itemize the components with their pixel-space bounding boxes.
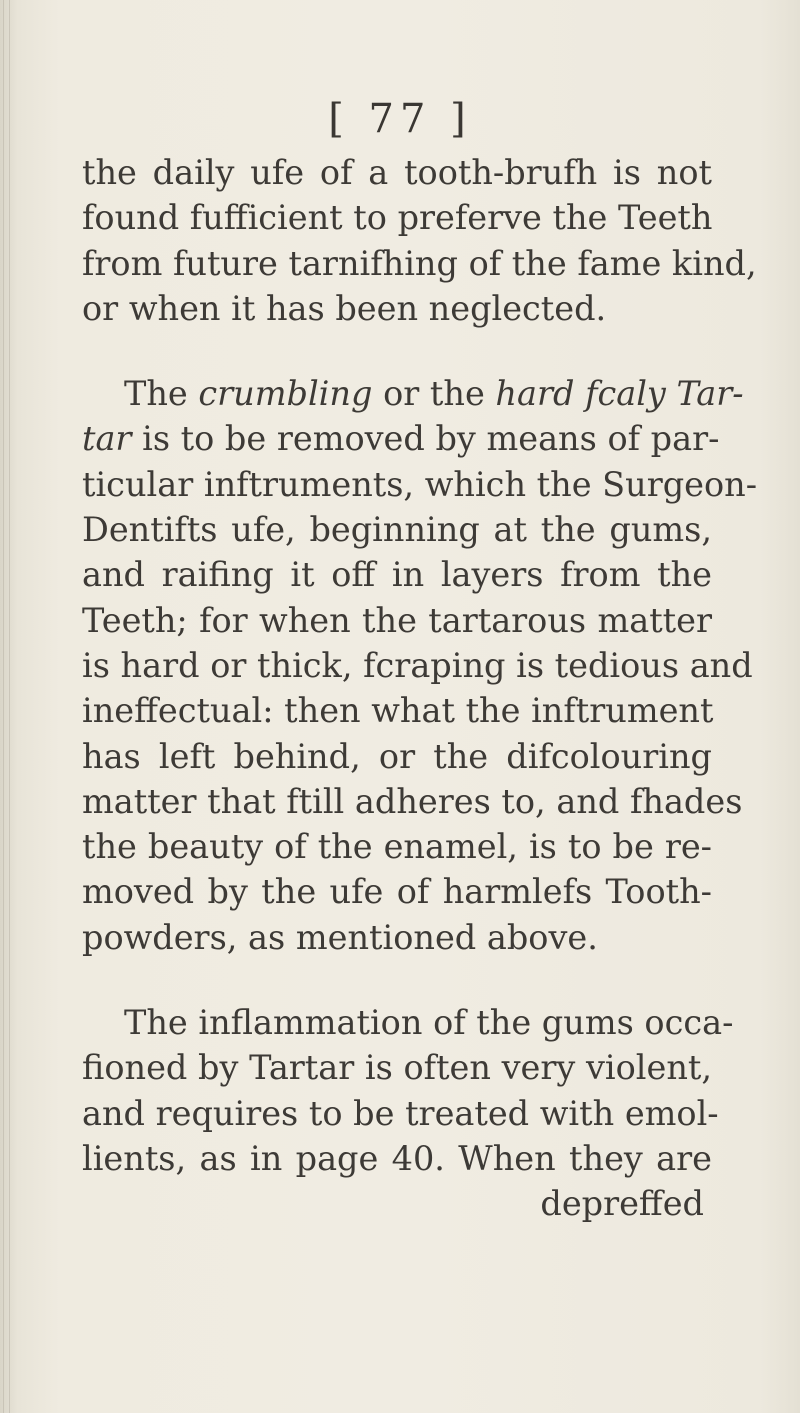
text-line: fioned by Tartar is often very violent, [82, 1048, 712, 1088]
text-line: the daily ufe of a tooth-brufh is not [82, 153, 712, 192]
italic-text: crumbling [198, 374, 373, 414]
text-line: has left behind, or the difcolouring [82, 736, 712, 776]
text-line: and requires to be treated with emol- [82, 1093, 719, 1133]
text-line: powders, as mentioned above. [82, 917, 598, 957]
catchword: depreffed [540, 1184, 704, 1224]
page-number-header: [ 77 ] [328, 96, 472, 142]
text-line: Teeth; for when the tartarous matter [82, 600, 712, 640]
text-run: The [124, 374, 199, 414]
italic-text: tar [82, 419, 132, 459]
text-line: The inflammation of the gums occa- [124, 1003, 734, 1043]
text-line: lients, as in page 40. When they are [82, 1138, 712, 1178]
text-line: ineffectual: then what the inftrument [82, 691, 714, 731]
text-line: moved by the ufe of harmlefs Tooth- [82, 872, 712, 912]
paragraph-3 [82, 1000, 734, 1181]
page-edge-line [3, 0, 4, 1413]
page-body [82, 150, 758, 1227]
paragraph-1 [82, 150, 757, 331]
text-run: or the [372, 374, 496, 414]
text-line: Dentifts ufe, beginning at the gums, [82, 510, 712, 550]
text-line: found fufficient to preferve the Teeth [82, 198, 713, 238]
text-line: matter that ftill adheres to, and fhades [82, 781, 743, 821]
text-line [82, 416, 720, 461]
italic-text: hard fcaly Tar- [495, 374, 744, 414]
text-line: the beauty of the enamel, is to be re- [82, 827, 712, 867]
text-line [82, 371, 744, 416]
text-line: ticular inftruments, which the Surgeon- [82, 464, 758, 504]
text-line: or when it has been neglected. [82, 288, 607, 328]
text-line: and raifing it off in layers from the [82, 555, 712, 595]
page-edge-line [9, 0, 10, 1413]
text-line: is hard or thick, fcraping is tedious and [82, 645, 753, 685]
text-run: is to be removed by means of par- [131, 419, 720, 459]
paragraph-2 [82, 371, 758, 960]
text-line: from future tarnifhing of the fame kind, [82, 243, 757, 283]
